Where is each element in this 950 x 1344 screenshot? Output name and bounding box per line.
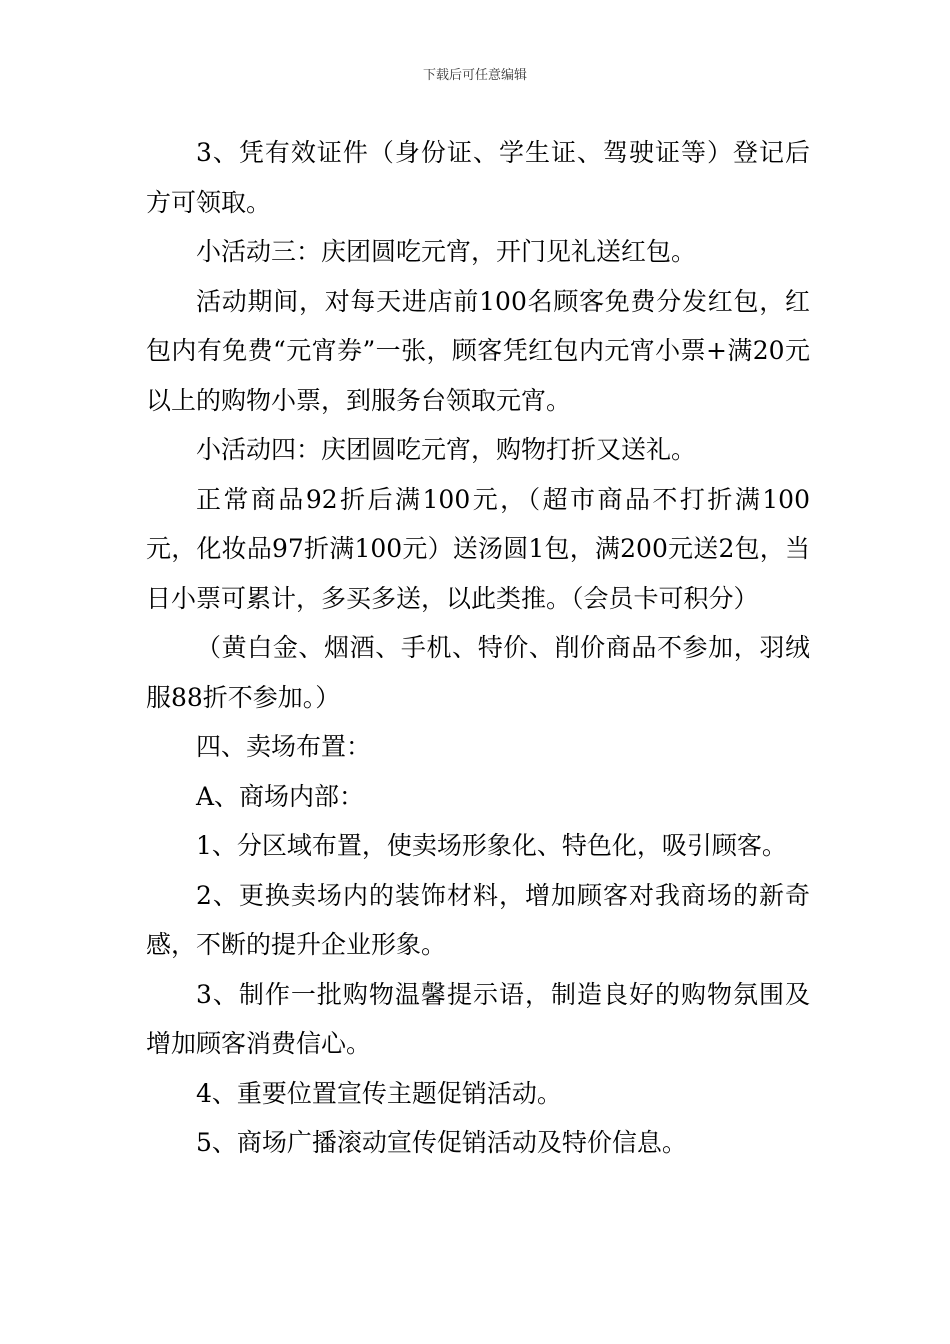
paragraph-layout-item-5: 5、商场广播滚动宣传促销活动及特价信息。 (196, 1128, 687, 1157)
paragraph-layout-item-2: 2、更换卖场内的装饰材料，增加顾客对我商场的新奇感，不断的提升企业形象。 (146, 880, 810, 959)
paragraph-exclusions: （黄白金、烟酒、手机、特价、削价商品不参加，羽绒服88折不参加。） (146, 633, 810, 712)
page-header: 下载后可任意编辑 (422, 68, 527, 83)
paragraph-layout-item-1: 1、分区域布置，使卖场形象化、特色化，吸引顾客。 (196, 831, 787, 860)
paragraph-activity-four-title: 小活动四：庆团圆吃元宵，购物打折又送礼。 (196, 435, 697, 464)
paragraph-layout-item-3: 3、制作一批购物温馨提示语，制造良好的购物氛围及增加顾客消费信心。 (146, 979, 810, 1058)
subheading-store-interior: A、商场内部： (196, 781, 365, 811)
paragraph-activity-four-detail: 正常商品92折后满100元，（超市商品不打折满100元，化妆品97折满100元）送汤圆1包，满200元送2包，当日小票可累计，多买多送，以此类推。（会员卡可积分） (146, 484, 810, 613)
paragraph-id-registration: 3、凭有效证件（身份证、学生证、驾驶证等）登记后方可领取。 (146, 138, 810, 217)
document-body (146, 128, 810, 1168)
paragraph-activity-three-title: 小活动三：庆团圆吃元宵，开门见礼送红包。 (196, 237, 697, 266)
paragraph-activity-three-detail: 活动期间，对每天进店前100名顾客免费分发红包，红包内有免费“元宵券”一张，顾客凭红包内元宵小票+满20元以上的购物小票，到服务台领取元宵。 (146, 286, 810, 415)
paragraph-layout-item-4: 4、重要位置宣传主题促销活动。 (196, 1078, 562, 1108)
section-heading-store-layout: 四、卖场布置： (196, 732, 372, 761)
